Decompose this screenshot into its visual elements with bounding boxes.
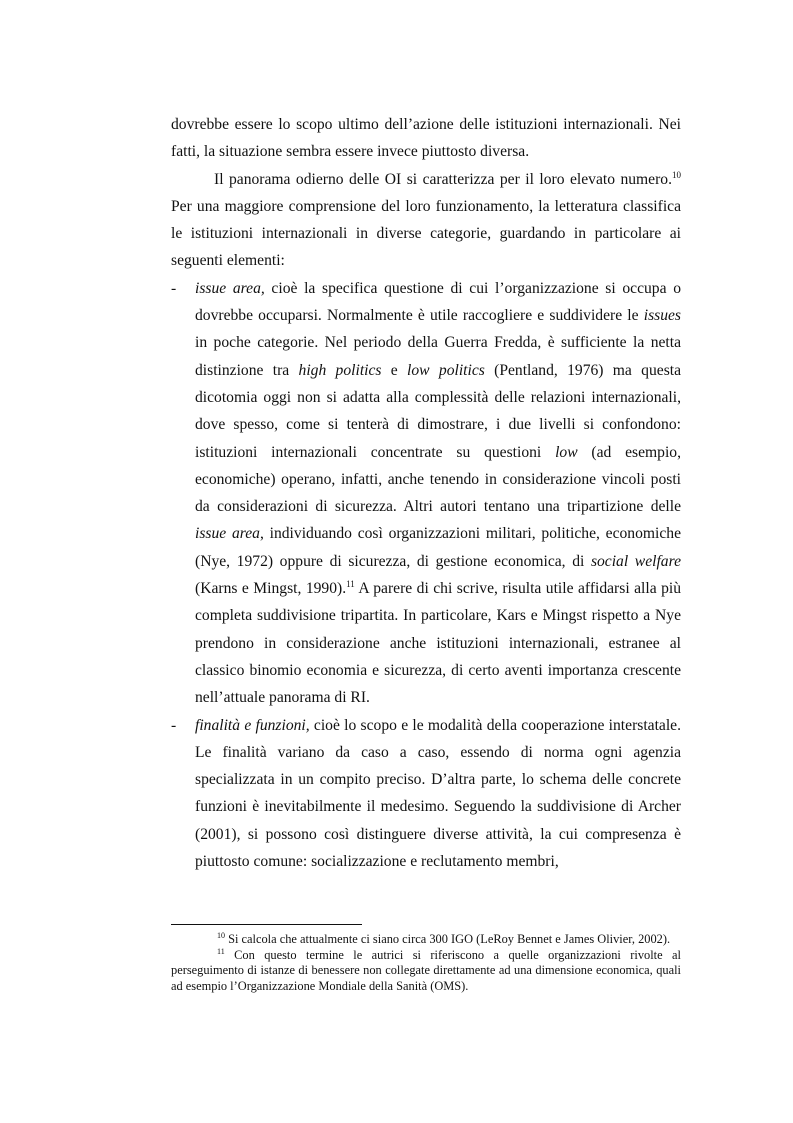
item-text: in poche categorie. Nel periodo della Guerra Fredda, è sufficiente la netta distinzione tra xyxy=(195,334,681,379)
footnote-divider xyxy=(171,924,362,925)
term-finalita: finalità e funzioni, xyxy=(195,716,310,734)
footnote-number: 11 xyxy=(217,946,225,956)
footnote-ref-10: 10 xyxy=(672,169,681,180)
footnote-ref-11: 11 xyxy=(346,579,355,590)
footnote-10 xyxy=(171,932,681,948)
em-low: low xyxy=(555,443,578,461)
item-text: cioè lo scopo e le modalità della cooperazione interstatale. Le finalità variano da caso a caso, essendo di norma ogni agenzia specializzata in un compito preciso. D’altra parte, lo schema delle concrete funzioni è inevitabilmente il medesimo. Seguendo la suddivisione di Archer (2001), si possono così distinguere diverse attività, la cui compresenza è piuttosto comune: socializzazione e reclutamento membri, xyxy=(195,716,681,871)
term-issue-area: issue area, xyxy=(195,279,265,297)
criteria-list xyxy=(171,275,681,876)
em-high-politics: high politics xyxy=(298,361,382,379)
list-bullet: - xyxy=(171,716,177,734)
paragraph-oi-panorama xyxy=(171,166,681,275)
footnotes xyxy=(171,932,681,994)
item-text: cioè la specifica questione di cui l’organizzazione si occupa o dovrebbe occuparsi. Normalmente è utile raccogliere e suddividere le xyxy=(195,279,681,325)
list-bullet: - xyxy=(171,279,177,297)
item-text: A parere di chi scrive, risulta utile affidarsi alla più completa suddivisione tripartita. In particolare, Kars e Mingst rispetto a Nye prendono in considerazione anche istituzioni internazionali, estranee al classico binomio economia e sicurezza, di certo aventi importanza crescente nell’attuale panorama di RI. xyxy=(195,580,682,707)
body-text xyxy=(171,111,681,875)
footnote-text: Si calcola che attualmente ci siano circa 300 IGO (LeRoy Bennet e James Olivier, 2002). xyxy=(225,932,671,946)
paragraph-text-cont: Per una maggiore comprensione del loro funzionamento, la letteratura classifica le istituzioni internazionali in diverse categorie, guardando in particolare ai seguenti elementi: xyxy=(171,197,681,270)
em-social-welfare: social welfare xyxy=(590,552,681,570)
item-text: (Karns e Mingst, 1990). xyxy=(195,580,347,598)
em-low-politics: low politics xyxy=(407,361,485,379)
em-issue-area: issue area xyxy=(195,525,260,543)
list-item-issue-area xyxy=(171,275,681,712)
footnote-text: Con questo termine le autrici si riferiscono a quelle organizzazioni rivolte al perseguimento di istanze di benessere non collegate direttamente ad una dimensione economica, quali ad esempio l’Organizzazione Mondiale della Sanità (OMS). xyxy=(171,947,681,993)
item-text: , individuando così organizzazioni militari, politiche, economiche (Nye, 1972) oppure di sicurezza, di gestione economica, di xyxy=(195,525,681,570)
footnote-number: 10 xyxy=(217,931,225,940)
list-item-finalita xyxy=(171,712,681,876)
paragraph-text: Il panorama odierno delle OI si caratterizza per il loro elevato numero. xyxy=(214,170,672,188)
item-text: e xyxy=(381,361,408,379)
paragraph-continuation: dovrebbe essere lo scopo ultimo dell’azione delle istituzioni internazionali. Nei fatti, la situazione sembra essere invece piuttosto diversa. xyxy=(171,116,681,161)
item-text: (Pentland, 1976) ma questa dicotomia oggi non si adatta alla complessità delle relazioni internazionali, dove spesso, come si tenterà di dimostrare, i due livelli si confondono: istituzioni internazionali concentrate su questioni xyxy=(195,361,682,461)
em-issues: issues xyxy=(643,307,681,325)
footnote-11 xyxy=(171,948,681,995)
item-text: (ad esempio, economiche) operano, infatti, anche tenendo in considerazione vincoli posti da considerazioni di sicurezza. Altri autori tentano una tripartizione delle xyxy=(195,443,681,516)
